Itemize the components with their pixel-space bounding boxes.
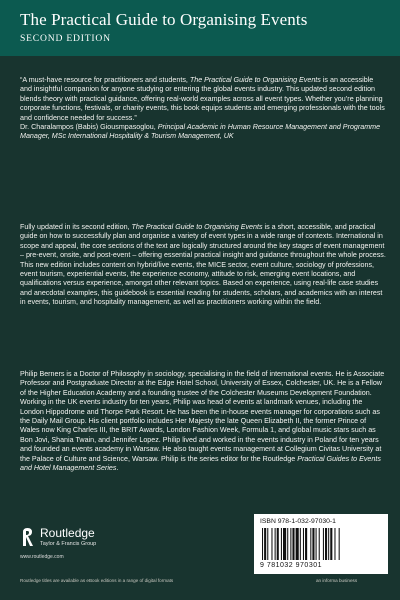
barcode-number: 9 781032 970301: [260, 562, 322, 569]
edition-label: SECOND EDITION: [20, 33, 111, 44]
book-title: The Practical Guide to Organising Events: [20, 10, 308, 29]
routledge-logo-icon: [20, 527, 35, 547]
endorsement-quote: [20, 76, 386, 142]
isbn-barcode-panel: [254, 514, 388, 574]
book-description: Fully updated in its second edition, The Practical Guide to Organising Events is a short, accessible, and practical guide on how to successfully plan and organise a variety of event types in a wide range of contexts. International in scope and appeal, the core sections of the text are logically structured around the key stages of event management – pre-event, onsite, and post-event – offering essential practical insight and guidance throughout the whole process. This new edition includes content on hybrid/live events, the MICE sector, event culture, sociology of professions, event tourism, experiential events, the experience economy, attitude to risk, emerging event locations, and qualifications versus experience, amongst other relevant topics. Based on experience, using real-life case studies and anecdotal examples, this guidebook is essential reading for students, scholars, and academics with an interest in events, tourism, and hospitality management, as well as practitioners working within the field.: [20, 223, 386, 307]
ebook-note: Routledge titles are available as eBook editions in a range of digital formats: [20, 578, 174, 583]
endorsement-text: “A must-have resource for practitioners and students, The Practical Guide to Organising Events is an accessible and insightful companion for anyone studying or entering the global events industry. This updated second edition blends theory with practical guidance, offering real-world examples across all event types. Whether you’re planning corporate functions, festivals, or charity events, this book equips students and emerging professionals with the tools and confidence needed for success.”: [20, 76, 385, 122]
author-bio: Philip Berners is a Doctor of Philosophy in sociology, specialising in the field of international events. He is Associate Professor and Postgraduate Director at the Edge Hotel School, University of Essex, Colchester, UK. He is a Fellow of the Higher Education Academy and a founding trustee of the Colchester Museums Development Foundation. Working in the UK events industry for ten years, Philip was head of events at landmark venues, including the London Hippodrome and Thorpe Park Resort. He has been the in-house events manager for corporations such as the Daily Mail Group. His client portfolio includes Her Majesty the late Queen Elizabeth II, the former Prince of Wales now King Charles III, the BRIT Awards, London Fashion Week, Formula 1, and global music stars such as Bon Jovi, Shania Twain, and Jennifer Lopez. Philip lived and worked in the events industry in Poland for ten years and founded an events academy in Warsaw. He also taught events management at Collegium Civitas University at the Palace of Culture and Science, Warsaw. Philip is the series editor for the Routledge Practical Guides to Events and Hotel Management Series.: [20, 370, 385, 473]
publisher-name: Routledge: [40, 526, 95, 540]
barcode-icon: [260, 528, 382, 560]
endorsement-attribution: Dr. Charalampos (Babis) Giousmpasoglou, Principal Academic in Human Resource Management and Programme Manager, MSc International Hospitality & Tourism Management, UK: [20, 123, 381, 141]
publisher-group: Taylor & Francis Group: [40, 541, 97, 547]
title-banner: [0, 0, 400, 56]
publisher-logo: [20, 527, 130, 567]
isbn-label: ISBN 978-1-032-97030-1: [260, 518, 336, 525]
publisher-url: www.routledge.com: [20, 554, 64, 560]
informa-note: an informa business: [316, 578, 358, 583]
